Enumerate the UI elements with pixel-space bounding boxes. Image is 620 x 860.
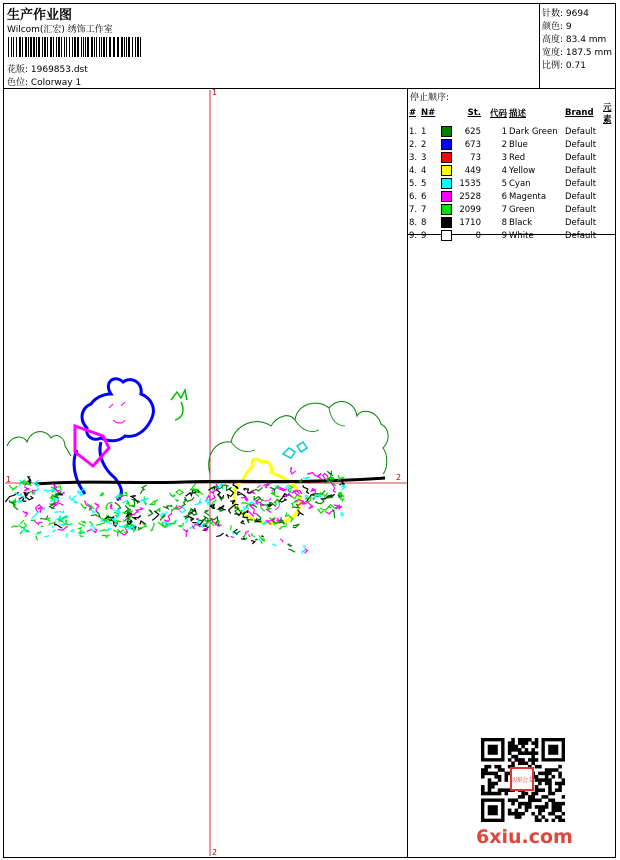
table-row <box>408 216 616 229</box>
color-swatch <box>441 139 452 150</box>
axis-label-top: 1 <box>212 88 218 97</box>
row-number: 1 <box>421 126 427 137</box>
row-swatch-cell <box>440 177 454 190</box>
row-element <box>602 229 616 242</box>
col-index: # <box>409 108 417 118</box>
row-element <box>602 125 616 138</box>
row-swatch-cell <box>440 164 454 177</box>
table-row <box>408 190 616 203</box>
flower-top-right <box>283 442 307 458</box>
row-stitches: 2528 <box>459 191 481 202</box>
design-file: 花版: 1969853.dst <box>7 65 88 75</box>
row-stitches: 1710 <box>459 217 481 228</box>
qr-code <box>481 738 565 822</box>
row-number: 9 <box>421 230 427 241</box>
row-element <box>602 164 616 177</box>
row-element <box>602 138 616 151</box>
row-element <box>602 203 616 216</box>
table-header-row <box>408 101 616 125</box>
row-brand: Default <box>565 139 597 150</box>
row-description: Dark Green <box>509 126 558 137</box>
right-bush-inner <box>231 408 345 452</box>
stop-sequence-table <box>408 101 616 242</box>
company-name: Wilcom(汇宏) 绣饰工作室 <box>7 25 113 35</box>
row-brand: Default <box>565 191 597 202</box>
axis-label-left: 1 <box>6 475 12 484</box>
stitch-count: 针数: 9694 <box>542 9 589 19</box>
row-element <box>602 216 616 229</box>
design-preview <box>5 90 407 856</box>
row-swatch-cell <box>440 125 454 138</box>
header-divider <box>3 88 616 89</box>
row-code: 2 <box>501 139 507 150</box>
row-description: Blue <box>509 139 528 150</box>
color-swatch <box>441 191 452 202</box>
col-swatch <box>440 101 454 125</box>
table-row <box>408 164 616 177</box>
col-description: 描述 <box>509 109 527 119</box>
barcode <box>8 37 143 57</box>
color-swatch <box>441 230 452 241</box>
seal-stamp-text: 以图会友 <box>509 777 535 784</box>
watermark-text: 6xiu.com <box>476 826 573 848</box>
row-index: 2. <box>409 139 418 150</box>
row-description: Magenta <box>509 191 547 202</box>
design-height: 高度: 83.4 mm <box>542 35 607 45</box>
row-index: 9. <box>409 230 418 241</box>
row-index: 7. <box>409 204 418 215</box>
row-description: Red <box>509 152 526 163</box>
color-count: 颜色: 9 <box>542 22 572 32</box>
row-swatch-cell <box>440 216 454 229</box>
row-code: 6 <box>501 191 507 202</box>
green-sprig <box>171 390 187 420</box>
color-swatch <box>441 126 452 137</box>
row-description: Green <box>509 204 535 215</box>
row-index: 1. <box>409 126 418 137</box>
col-number: N# <box>421 108 436 118</box>
row-swatch-cell <box>440 190 454 203</box>
table-row <box>408 125 616 138</box>
row-code: 1 <box>501 126 507 137</box>
row-swatch-cell <box>440 229 454 242</box>
row-description: Black <box>509 217 532 228</box>
row-stitches: 1535 <box>459 178 481 189</box>
bear-face <box>109 402 125 423</box>
row-index: 3. <box>409 152 418 163</box>
row-number: 6 <box>421 191 427 202</box>
col-brand: Brand <box>565 108 594 118</box>
color-swatch <box>441 204 452 215</box>
row-brand: Default <box>565 126 597 137</box>
row-number: 3 <box>421 152 427 163</box>
color-swatch <box>441 217 452 228</box>
row-index: 8. <box>409 217 418 228</box>
col-element: 元素 <box>603 103 612 125</box>
row-swatch-cell <box>440 151 454 164</box>
row-description: Cyan <box>509 178 531 189</box>
row-number: 4 <box>421 165 427 176</box>
magenta-sign <box>75 426 109 466</box>
row-stitches: 673 <box>464 139 481 150</box>
axis-label-bottom: 2 <box>212 848 218 857</box>
row-description: White <box>509 230 534 241</box>
color-swatch <box>441 165 452 176</box>
row-brand: Default <box>565 204 597 215</box>
row-index: 6. <box>409 191 418 202</box>
row-brand: Default <box>565 178 597 189</box>
row-code: 9 <box>501 230 507 241</box>
table-row <box>408 138 616 151</box>
meta-divider <box>539 3 540 89</box>
row-swatch-cell <box>440 203 454 216</box>
stop-sequence-title: 停止顺序: <box>410 93 450 103</box>
row-brand: Default <box>565 217 597 228</box>
row-swatch-cell <box>440 138 454 151</box>
table-row <box>408 151 616 164</box>
row-stitches: 73 <box>470 152 481 163</box>
row-stitches: 0 <box>475 230 481 241</box>
row-number: 2 <box>421 139 427 150</box>
row-stitches: 449 <box>464 165 481 176</box>
right-bush-outline <box>209 402 388 474</box>
row-index: 5. <box>409 178 418 189</box>
row-element <box>602 190 616 203</box>
color-swatch <box>441 152 452 163</box>
design-scale: 比例: 0.71 <box>542 61 586 71</box>
page-title: 生产作业图 <box>7 8 73 23</box>
axis-label-right: 2 <box>396 473 402 482</box>
table-row <box>408 229 616 242</box>
row-code: 8 <box>501 217 507 228</box>
row-number: 7 <box>421 204 427 215</box>
row-element <box>602 151 616 164</box>
table-row <box>408 177 616 190</box>
row-description: Yellow <box>509 165 536 176</box>
row-stitches: 625 <box>464 126 481 137</box>
row-index: 4. <box>409 165 418 176</box>
row-brand: Default <box>565 230 597 241</box>
row-number: 5 <box>421 178 427 189</box>
row-brand: Default <box>565 165 597 176</box>
colorway: 色位: Colorway 1 <box>7 78 82 88</box>
row-code: 5 <box>501 178 507 189</box>
row-code: 7 <box>501 204 507 215</box>
row-number: 8 <box>421 217 427 228</box>
color-swatch <box>441 178 452 189</box>
design-width: 宽度: 187.5 mm <box>542 48 613 58</box>
row-brand: Default <box>565 152 597 163</box>
row-code: 3 <box>501 152 507 163</box>
row-code: 4 <box>501 165 507 176</box>
row-element <box>602 177 616 190</box>
col-code: 代码 <box>489 109 507 119</box>
col-stitches: St. <box>467 108 481 118</box>
table-row <box>408 203 616 216</box>
row-stitches: 2099 <box>459 204 481 215</box>
left-bush-outline <box>7 432 71 456</box>
